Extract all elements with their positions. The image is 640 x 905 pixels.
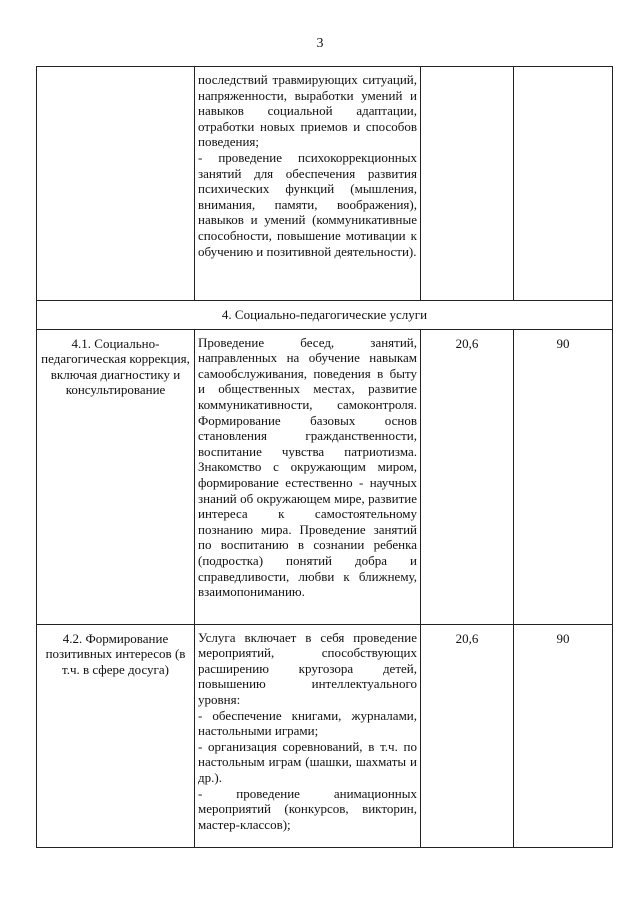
services-table [36, 66, 613, 848]
section-header-row [37, 301, 613, 330]
description-paragraph: Услуга включает в себя проведение мероприятий, способствующих расширению кругозора детей, повышению интеллектуального уровня: [198, 629, 417, 707]
cell-name-empty [37, 67, 195, 301]
page-number: 3 [316, 36, 324, 51]
service-value1: 20,6 [421, 624, 514, 847]
table-row [37, 329, 613, 624]
description-paragraph: - проведение анимационных мероприятий (конкурсов, викторин, мастер-классов); [198, 785, 417, 832]
description-paragraph: - организация соревнований, в т.ч. по настольным играм (шашки, шахматы и др.). [198, 738, 417, 785]
service-value2: 90 [514, 624, 613, 847]
description-paragraph: - проведение психокоррекционных занятий для обеспечения развития психических функций (мышления, внимания, памяти, воображения), навыков и умений (коммуникативные способности, повышение мотивации к обучению и позитивной деятельности). [198, 149, 417, 259]
section-title: 4. Социально-педагогические услуги [37, 301, 613, 330]
service-value1: 20,6 [421, 329, 514, 624]
description-paragraph: - обеспечение книгами, журналами, настольными играми; [198, 707, 417, 739]
cell-description [195, 67, 421, 301]
service-description [195, 624, 421, 847]
service-name: 4.1. Социально-педагогическая коррекция, включая диагностику и консультирование [37, 329, 195, 624]
description-paragraph: Проведение бесед, занятий, направленных на обучение навыкам самообслуживания, поведения в быту и общественных местах, развитие коммуникативности, самоконтроля. Формирование базовых основ становления гражданственности, воспитание чувства патриотизма. Знакомство с окружающим миром, формирование естественно - научных знаний об окружающем мире, развитие интереса к самостоятельному познанию мира. Проведение занятий по воспитанию в сознании ребенка (подростка) понятий добра и справедливости, любви к ближнему, взаимопониманию. [198, 334, 417, 600]
description-paragraph: последствий травмирующих ситуаций, напряженности, выработки умений и навыков социальной адаптации, отработки новых приемов и способов поведения; [198, 72, 417, 150]
service-value2: 90 [514, 329, 613, 624]
table-row-continuation [37, 67, 613, 301]
service-description [195, 329, 421, 624]
table-row [37, 624, 613, 847]
cell-value1-empty [421, 67, 514, 301]
cell-value2-empty [514, 67, 613, 301]
service-name: 4.2. Формирование позитивных интересов (в т.ч. в сфере досуга) [37, 624, 195, 847]
